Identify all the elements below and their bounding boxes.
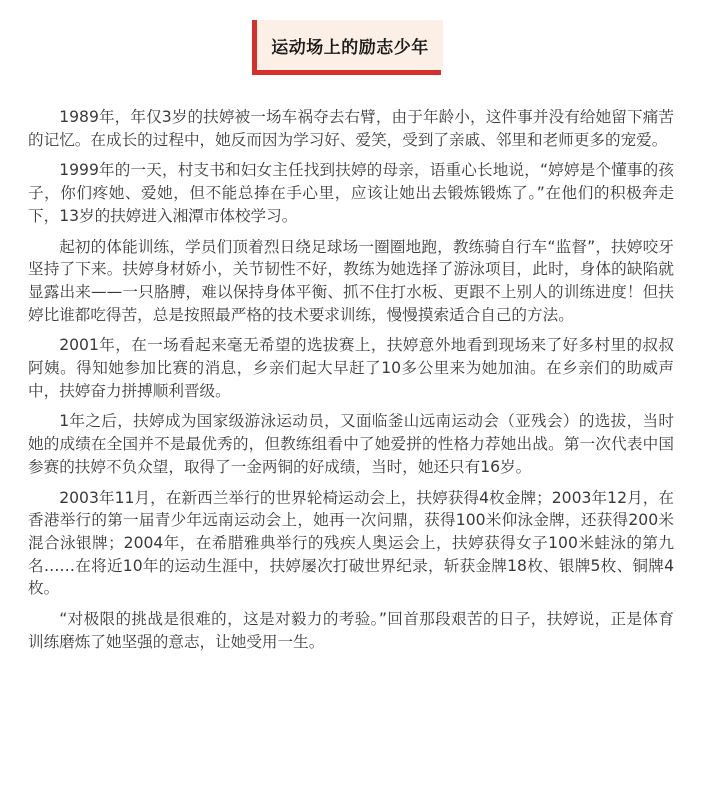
article-body bbox=[28, 106, 674, 661]
article-paragraph-3: 起初的体能训练，学员们顶着烈日绕足球场一圈圈地跑，教练骑自行车“监督”，扶婷咬牙坚持了下来。扶婷身材娇小，关节韧性不好，教练为她选择了游泳项目，此时，身体的缺陷就显露出来——一只胳膊，难以保持身体平衡、抓不住打水板、更跟不上别人的训练进度！但扶婷比谁都吃得苦，总是按照最严格的技术要求训练，慢慢摸索适合自己的方法。 bbox=[28, 237, 674, 324]
article-title: 运动场上的励志少年 bbox=[257, 20, 443, 70]
article-paragraph-7: “对极限的挑战是很难的，这是对毅力的考验。”回首那段艰苦的日子，扶婷说，正是体育训练磨炼了她坚强的意志，让她受用一生。 bbox=[28, 610, 674, 651]
article-paragraph-4: 2001年，在一场看起来毫无希望的选拔赛上，扶婷意外地看到现场来了好多村里的叔叔阿姨。得知她参加比赛的消息，乡亲们起大早赶了10多公里来为她加油。在乡亲们的助威声中，扶婷奋力拼搏顺利晋级。 bbox=[28, 336, 674, 400]
article-paragraph-5: 1年之后，扶婷成为国家级游泳运动员，又面临釜山远南运动会（亚残会）的选拔，当时她的成绩在全国并不是最优秀的，但教练组看中了她爱拼的性格力荐她出战。第一次代表中国参赛的扶婷不负众望，取得了一金两铜的好成绩，当时，她还只有16岁。 bbox=[28, 412, 674, 476]
article-paragraph-2: 1999年的一天，村支书和妇女主任找到扶婷的母亲，语重心长地说，“婷婷是个懂事的孩子，你们疼她、爱她，但不能总捧在手心里，应该让她出去锻炼锻炼了。”在他们的积极奔走下，13岁的扶婷进入湘潭市体校学习。 bbox=[28, 161, 674, 225]
title-banner bbox=[252, 20, 441, 75]
article-paragraph-1: 1989年，年仅3岁的扶婷被一场车祸夺去右臂，由于年龄小，这件事并没有给她留下痛苦的记忆。在成长的过程中，她反而因为学习好、爱笑，受到了亲戚、邻里和老师更多的宠爱。 bbox=[28, 108, 674, 149]
article-paragraph-6: 2003年11月，在新西兰举行的世界轮椅运动会上，扶婷获得4枚金牌；2003年12月，在香港举行的第一届青少年远南运动会上，她再一次问鼎，获得100米仰泳金牌，还获得200米混合泳银牌；2004年，在希腊雅典举行的残疾人奥运会上，扶婷获得女子100米蛙泳的第九名……在将近10年的运动生涯中，扶婷屡次打破世界纪录，斩获金牌18枚、银牌5枚、铜牌4枚。 bbox=[28, 488, 674, 598]
